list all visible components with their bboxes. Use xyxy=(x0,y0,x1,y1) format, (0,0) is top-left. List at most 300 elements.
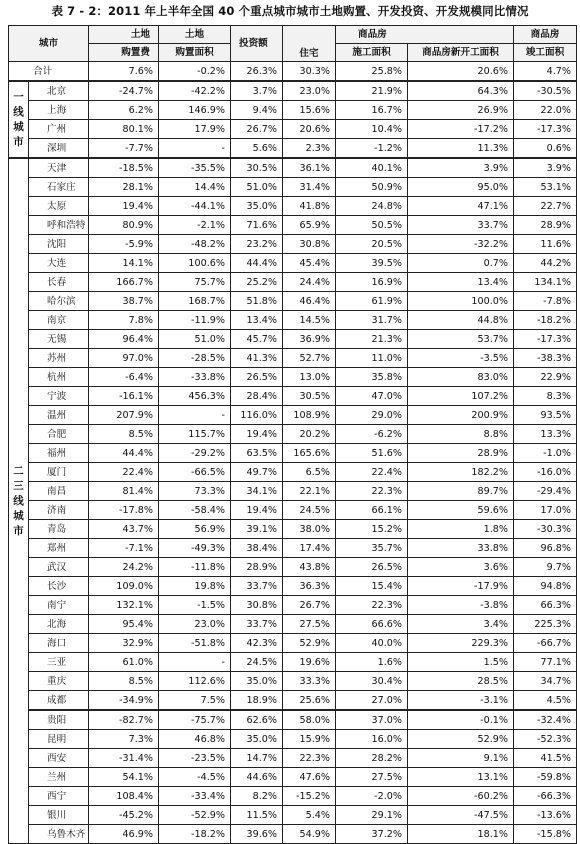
investment-cell: 39.6% xyxy=(231,825,283,844)
land-area-cell: -33.8% xyxy=(159,368,231,387)
completed-area-cell: -13.6% xyxy=(514,806,577,825)
table-row xyxy=(9,81,577,101)
new-start-area-cell: 1.5% xyxy=(408,653,514,672)
construction-area-cell: -1.2% xyxy=(336,139,408,159)
construction-area-cell: 61.9% xyxy=(336,292,408,311)
residential-cell: 165.6% xyxy=(283,444,336,463)
construction-area-cell: 31.7% xyxy=(336,311,408,330)
investment-cell: 49.7% xyxy=(231,463,283,482)
investment-cell: 63.5% xyxy=(231,444,283,463)
investment-cell: 25.2% xyxy=(231,273,283,292)
investment-cell: 3.7% xyxy=(231,81,283,101)
land-purchase-cell: -5.9% xyxy=(89,235,159,254)
group-label-char: 市 xyxy=(13,135,24,148)
construction-area-cell: 50.9% xyxy=(336,178,408,197)
table-row xyxy=(9,768,577,787)
completed-area-cell: -17.3% xyxy=(514,330,577,349)
construction-area-cell: 30.4% xyxy=(336,672,408,691)
investment-cell: 26.5% xyxy=(231,368,283,387)
city-cell: 深圳 xyxy=(29,139,89,159)
city-cell: 南京 xyxy=(29,311,89,330)
construction-area-cell: 35.7% xyxy=(336,539,408,558)
residential-cell: 38.0% xyxy=(283,520,336,539)
construction-area-cell: 35.8% xyxy=(336,368,408,387)
land-area-cell: 7.5% xyxy=(159,691,231,711)
land-purchase-cell: 7.3% xyxy=(89,730,159,749)
residential-cell: 65.9% xyxy=(283,216,336,235)
land-purchase-cell: 46.9% xyxy=(89,825,159,844)
table-row xyxy=(9,825,577,844)
city-cell: 郑州 xyxy=(29,539,89,558)
city-cell: 乌鲁木齐 xyxy=(29,825,89,844)
completed-area-cell: 94.8% xyxy=(514,577,577,596)
land-purchase-cell: 166.7% xyxy=(89,273,159,292)
completed-area-cell: 3.9% xyxy=(514,158,577,178)
completed-area-cell: -66.7% xyxy=(514,634,577,653)
land-purchase-cell: 32.9% xyxy=(89,634,159,653)
table-row xyxy=(9,558,577,577)
land-area-cell: -23.5% xyxy=(159,749,231,768)
table-row xyxy=(9,730,577,749)
new-start-area-cell: 3.4% xyxy=(408,615,514,634)
completed-area-cell: 93.5% xyxy=(514,406,577,425)
land-purchase-cell: 38.7% xyxy=(89,292,159,311)
investment-cell: 35.0% xyxy=(231,730,283,749)
completed-area-cell: 77.1% xyxy=(514,653,577,672)
construction-area-cell: 37.0% xyxy=(336,710,408,730)
residential-cell: 41.8% xyxy=(283,197,336,216)
header-construction-area: 施工面积 xyxy=(336,44,408,62)
land-area-cell: -42.2% xyxy=(159,81,231,101)
completed-area-cell: 22.7% xyxy=(514,197,577,216)
investment-cell: 51.8% xyxy=(231,292,283,311)
investment-cell: 35.0% xyxy=(231,672,283,691)
construction-area-cell: 11.0% xyxy=(336,349,408,368)
residential-cell: 108.9% xyxy=(283,406,336,425)
land-area-cell: 112.6% xyxy=(159,672,231,691)
completed-area-cell: 4.5% xyxy=(514,691,577,711)
land-area-cell: 146.9% xyxy=(159,101,231,120)
table-title: 表 7 - 2：2011 年上半年全国 40 个重点城市城市土地购置、开发投资、开发规模同比情况 xyxy=(51,4,529,18)
completed-area-cell: 28.9% xyxy=(514,216,577,235)
completed-area-cell: -59.8% xyxy=(514,768,577,787)
city-cell: 呼和浩特 xyxy=(29,216,89,235)
group-label-char: 线 xyxy=(13,494,24,507)
table-row xyxy=(9,235,577,254)
group-label-char: 一 xyxy=(13,90,24,103)
investment-cell: 23.2% xyxy=(231,235,283,254)
new-start-area-cell: 26.9% xyxy=(408,101,514,120)
total-row xyxy=(9,62,577,82)
new-start-area-cell: 52.9% xyxy=(408,730,514,749)
residential-cell: 22.3% xyxy=(283,749,336,768)
table-row xyxy=(9,653,577,672)
new-start-area-cell: 100.0% xyxy=(408,292,514,311)
table-row xyxy=(9,444,577,463)
investment-cell: 33.7% xyxy=(231,577,283,596)
city-cell: 武汉 xyxy=(29,558,89,577)
land-purchase-cell: -18.5% xyxy=(89,158,159,178)
land-purchase-cell: 8.5% xyxy=(89,425,159,444)
construction-area-cell: -2.0% xyxy=(336,787,408,806)
city-cell: 上海 xyxy=(29,101,89,120)
group-label-tier1 xyxy=(9,81,29,158)
residential-cell: 24.5% xyxy=(283,501,336,520)
table-row xyxy=(9,806,577,825)
new-start-area-cell: 200.9% xyxy=(408,406,514,425)
investment-cell: 18.9% xyxy=(231,691,283,711)
investment-cell: 11.5% xyxy=(231,806,283,825)
investment-cell: 19.4% xyxy=(231,501,283,520)
land-area-cell: 51.0% xyxy=(159,330,231,349)
land-area-cell: 115.7% xyxy=(159,425,231,444)
construction-area-cell: 10.4% xyxy=(336,120,408,139)
investment-cell: 30.8% xyxy=(231,596,283,615)
investment-cell: 35.0% xyxy=(231,197,283,216)
land-purchase-cell: -31.4% xyxy=(89,749,159,768)
city-cell: 广州 xyxy=(29,120,89,139)
investment-cell: 45.7% xyxy=(231,330,283,349)
completed-area-cell: -7.8% xyxy=(514,292,577,311)
residential-cell: 13.0% xyxy=(283,368,336,387)
land-purchase-cell: -24.7% xyxy=(89,81,159,101)
city-cell: 北京 xyxy=(29,81,89,101)
new-start-area-cell: 13.4% xyxy=(408,273,514,292)
land-purchase-cell: 97.0% xyxy=(89,349,159,368)
land-purchase-cell: 80.1% xyxy=(89,120,159,139)
new-start-area-cell: 47.1% xyxy=(408,197,514,216)
new-start-area-cell: -32.2% xyxy=(408,235,514,254)
land-area-cell: -75.7% xyxy=(159,710,231,730)
land-purchase-cell: -7.1% xyxy=(89,539,159,558)
land-purchase-cell: 43.7% xyxy=(89,520,159,539)
construction-area-cell: 29.1% xyxy=(336,806,408,825)
land-area-cell: 73.3% xyxy=(159,482,231,501)
new-start-area-cell: 8.8% xyxy=(408,425,514,444)
table-row xyxy=(9,139,577,159)
city-cell: 重庆 xyxy=(29,672,89,691)
construction-area-cell: 16.7% xyxy=(336,101,408,120)
land-purchase-cell: 54.1% xyxy=(89,768,159,787)
land-purchase-cell: 6.2% xyxy=(89,101,159,120)
group-label-char: 城 xyxy=(13,120,24,133)
residential-cell: 6.5% xyxy=(283,463,336,482)
group-label-char: 市 xyxy=(13,524,24,537)
table-row xyxy=(9,787,577,806)
city-cell: 合计 xyxy=(9,62,89,82)
construction-area-cell: 51.6% xyxy=(336,444,408,463)
residential-cell: 58.0% xyxy=(283,710,336,730)
construction-area-cell: 21.3% xyxy=(336,330,408,349)
construction-area-cell: 66.6% xyxy=(336,615,408,634)
completed-area-cell: 22.0% xyxy=(514,101,577,120)
table-body xyxy=(9,62,577,844)
header-land-purchase-bottom: 购置费 xyxy=(89,44,159,62)
construction-area-cell: 22.3% xyxy=(336,482,408,501)
residential-cell: 33.3% xyxy=(283,672,336,691)
table-row xyxy=(9,349,577,368)
land-purchase-cell: 44.4% xyxy=(89,444,159,463)
group-label-char: 城 xyxy=(13,509,24,522)
land-area-cell: 75.7% xyxy=(159,273,231,292)
land-area-cell: - xyxy=(159,139,231,159)
residential-cell: 20.6% xyxy=(283,120,336,139)
city-cell: 哈尔滨 xyxy=(29,292,89,311)
construction-area-cell: 47.0% xyxy=(336,387,408,406)
completed-area-cell: 53.1% xyxy=(514,178,577,197)
table-row xyxy=(9,539,577,558)
land-area-cell: 168.7% xyxy=(159,292,231,311)
new-start-area-cell: -60.2% xyxy=(408,787,514,806)
city-cell: 天津 xyxy=(29,158,89,178)
new-start-area-cell: 1.8% xyxy=(408,520,514,539)
new-start-area-cell: 33.8% xyxy=(408,539,514,558)
table-row xyxy=(9,691,577,711)
completed-area-cell: -52.3% xyxy=(514,730,577,749)
residential-cell: 5.4% xyxy=(283,806,336,825)
construction-area-cell: 27.0% xyxy=(336,691,408,711)
investment-cell: 62.6% xyxy=(231,710,283,730)
construction-area-cell: 15.2% xyxy=(336,520,408,539)
land-purchase-cell: 22.4% xyxy=(89,463,159,482)
table-row xyxy=(9,406,577,425)
investment-cell: 26.7% xyxy=(231,120,283,139)
new-start-area-cell: 182.2% xyxy=(408,463,514,482)
investment-cell: 28.4% xyxy=(231,387,283,406)
residential-cell: 36.3% xyxy=(283,577,336,596)
header-land-area-top: 土地 xyxy=(159,26,231,44)
residential-cell: 17.4% xyxy=(283,539,336,558)
land-area-cell: 23.0% xyxy=(159,615,231,634)
construction-area-cell: 16.0% xyxy=(336,730,408,749)
table-row xyxy=(9,292,577,311)
residential-cell: 30.5% xyxy=(283,387,336,406)
land-area-cell: -52.9% xyxy=(159,806,231,825)
table-row xyxy=(9,634,577,653)
completed-area-cell: -30.5% xyxy=(514,81,577,101)
land-area-cell: -2.1% xyxy=(159,216,231,235)
land-purchase-cell: 24.2% xyxy=(89,558,159,577)
construction-area-cell: 21.9% xyxy=(336,81,408,101)
city-cell: 长沙 xyxy=(29,577,89,596)
header-completed-bottom: 竣工面积 xyxy=(514,44,577,62)
land-area-cell: 456.3% xyxy=(159,387,231,406)
investment-cell: 9.4% xyxy=(231,101,283,120)
residential-cell: 36.9% xyxy=(283,330,336,349)
land-area-cell: -49.3% xyxy=(159,539,231,558)
land-area-cell: 19.8% xyxy=(159,577,231,596)
construction-area-cell: 50.5% xyxy=(336,216,408,235)
table-row xyxy=(9,482,577,501)
completed-area-cell: -29.4% xyxy=(514,482,577,501)
new-start-area-cell: 95.0% xyxy=(408,178,514,197)
residential-cell: 30.8% xyxy=(283,235,336,254)
completed-area-cell: 134.1% xyxy=(514,273,577,292)
city-cell: 合肥 xyxy=(29,425,89,444)
table-row xyxy=(9,101,577,120)
completed-area-cell: 96.8% xyxy=(514,539,577,558)
residential-cell: 36.1% xyxy=(283,158,336,178)
investment-cell: 116.0% xyxy=(231,406,283,425)
table-row xyxy=(9,596,577,615)
residential-cell: 19.6% xyxy=(283,653,336,672)
city-cell: 西安 xyxy=(29,749,89,768)
city-cell: 苏州 xyxy=(29,349,89,368)
city-cell: 北海 xyxy=(29,615,89,634)
construction-area-cell: -6.2% xyxy=(336,425,408,444)
land-purchase-cell: 14.1% xyxy=(89,254,159,273)
investment-cell: 30.5% xyxy=(231,158,283,178)
land-area-cell: -11.9% xyxy=(159,311,231,330)
land-purchase-cell: -16.1% xyxy=(89,387,159,406)
completed-area-cell: 13.3% xyxy=(514,425,577,444)
completed-area-cell: 0.6% xyxy=(514,139,577,159)
land-purchase-cell: 132.1% xyxy=(89,596,159,615)
land-area-cell: -18.2% xyxy=(159,825,231,844)
group-label-char: 三 xyxy=(13,479,24,492)
city-cell: 银川 xyxy=(29,806,89,825)
city-cell: 温州 xyxy=(29,406,89,425)
header-completed-top: 商品房 xyxy=(514,26,577,44)
table-row xyxy=(9,501,577,520)
table-row xyxy=(9,197,577,216)
city-cell: 沈阳 xyxy=(29,235,89,254)
completed-area-cell: -38.3% xyxy=(514,349,577,368)
table-row xyxy=(9,254,577,273)
header-commercial: 商品房 xyxy=(336,26,514,44)
completed-area-cell: -17.3% xyxy=(514,120,577,139)
construction-area-cell: 26.5% xyxy=(336,558,408,577)
new-start-area-cell: 9.1% xyxy=(408,749,514,768)
land-area-cell: - xyxy=(159,653,231,672)
investment-cell: 39.1% xyxy=(231,520,283,539)
land-purchase-cell: 61.0% xyxy=(89,653,159,672)
land-purchase-cell: 80.9% xyxy=(89,216,159,235)
completed-area-cell: -66.3% xyxy=(514,787,577,806)
land-purchase-cell: 28.1% xyxy=(89,178,159,197)
investment-cell: 8.2% xyxy=(231,787,283,806)
table-header xyxy=(9,26,577,62)
city-cell: 杭州 xyxy=(29,368,89,387)
new-start-area-cell: 13.1% xyxy=(408,768,514,787)
residential-cell: 45.4% xyxy=(283,254,336,273)
land-purchase-cell: 19.4% xyxy=(89,197,159,216)
city-cell: 南昌 xyxy=(29,482,89,501)
residential-cell: -15.2% xyxy=(283,787,336,806)
new-start-area-cell: -3.1% xyxy=(408,691,514,711)
land-purchase-cell: 108.4% xyxy=(89,787,159,806)
new-start-area-cell: 83.0% xyxy=(408,368,514,387)
residential-cell: 24.4% xyxy=(283,273,336,292)
group-label-tier23 xyxy=(9,158,29,844)
new-start-area-cell: 11.3% xyxy=(408,139,514,159)
residential-cell: 54.9% xyxy=(283,825,336,844)
city-cell: 海口 xyxy=(29,634,89,653)
header-investment: 投资额 xyxy=(231,26,283,62)
new-start-area-cell: 20.6% xyxy=(408,62,514,82)
new-start-area-cell: 89.7% xyxy=(408,482,514,501)
table-row xyxy=(9,520,577,539)
new-start-area-cell: 44.8% xyxy=(408,311,514,330)
city-cell: 石家庄 xyxy=(29,178,89,197)
construction-area-cell: 37.2% xyxy=(336,825,408,844)
completed-area-cell: 17.0% xyxy=(514,501,577,520)
city-cell: 长春 xyxy=(29,273,89,292)
group-label-char: 线 xyxy=(13,105,24,118)
city-cell: 太原 xyxy=(29,197,89,216)
completed-area-cell: 34.7% xyxy=(514,672,577,691)
residential-cell: 52.7% xyxy=(283,349,336,368)
residential-cell: 20.2% xyxy=(283,425,336,444)
investment-cell: 13.4% xyxy=(231,311,283,330)
completed-area-cell: 225.3% xyxy=(514,615,577,634)
land-purchase-cell: -17.8% xyxy=(89,501,159,520)
investment-cell: 24.5% xyxy=(231,653,283,672)
land-area-cell: 56.9% xyxy=(159,520,231,539)
city-cell: 三亚 xyxy=(29,653,89,672)
table-row xyxy=(9,216,577,235)
residential-cell: 43.8% xyxy=(283,558,336,577)
construction-area-cell: 29.0% xyxy=(336,406,408,425)
land-area-cell: 46.8% xyxy=(159,730,231,749)
city-statistics-table xyxy=(8,25,577,844)
residential-cell: 23.0% xyxy=(283,81,336,101)
new-start-area-cell: 53.7% xyxy=(408,330,514,349)
construction-area-cell: 25.8% xyxy=(336,62,408,82)
table-row xyxy=(9,178,577,197)
header-land-area-bottom: 购置面积 xyxy=(159,44,231,62)
land-area-cell: -4.5% xyxy=(159,768,231,787)
investment-cell: 42.3% xyxy=(231,634,283,653)
land-area-cell: -0.2% xyxy=(159,62,231,82)
completed-area-cell: 9.7% xyxy=(514,558,577,577)
land-area-cell: -58.4% xyxy=(159,501,231,520)
residential-cell: 14.5% xyxy=(283,311,336,330)
table-row xyxy=(9,577,577,596)
land-purchase-cell: 7.6% xyxy=(89,62,159,82)
construction-area-cell: 22.4% xyxy=(336,463,408,482)
land-area-cell: -44.1% xyxy=(159,197,231,216)
new-start-area-cell: 3.6% xyxy=(408,558,514,577)
group-label-char: 二 xyxy=(13,464,24,477)
completed-area-cell: 8.3% xyxy=(514,387,577,406)
land-area-cell: 14.4% xyxy=(159,178,231,197)
construction-area-cell: 27.5% xyxy=(336,768,408,787)
new-start-area-cell: 0.7% xyxy=(408,254,514,273)
land-purchase-cell: 109.0% xyxy=(89,577,159,596)
investment-cell: 26.3% xyxy=(231,62,283,82)
table-row xyxy=(9,672,577,691)
residential-cell: 31.4% xyxy=(283,178,336,197)
land-area-cell: 100.6% xyxy=(159,254,231,273)
completed-area-cell: 22.9% xyxy=(514,368,577,387)
city-cell: 福州 xyxy=(29,444,89,463)
land-purchase-cell: -6.4% xyxy=(89,368,159,387)
new-start-area-cell: -3.8% xyxy=(408,596,514,615)
city-cell: 青岛 xyxy=(29,520,89,539)
construction-area-cell: 39.5% xyxy=(336,254,408,273)
construction-area-cell: 66.1% xyxy=(336,501,408,520)
completed-area-cell: 4.7% xyxy=(514,62,577,82)
construction-area-cell: 22.3% xyxy=(336,596,408,615)
table-row xyxy=(9,120,577,139)
city-cell: 南宁 xyxy=(29,596,89,615)
investment-cell: 33.7% xyxy=(231,615,283,634)
table-row xyxy=(9,330,577,349)
city-cell: 大连 xyxy=(29,254,89,273)
completed-area-cell: -18.2% xyxy=(514,311,577,330)
investment-cell: 44.4% xyxy=(231,254,283,273)
